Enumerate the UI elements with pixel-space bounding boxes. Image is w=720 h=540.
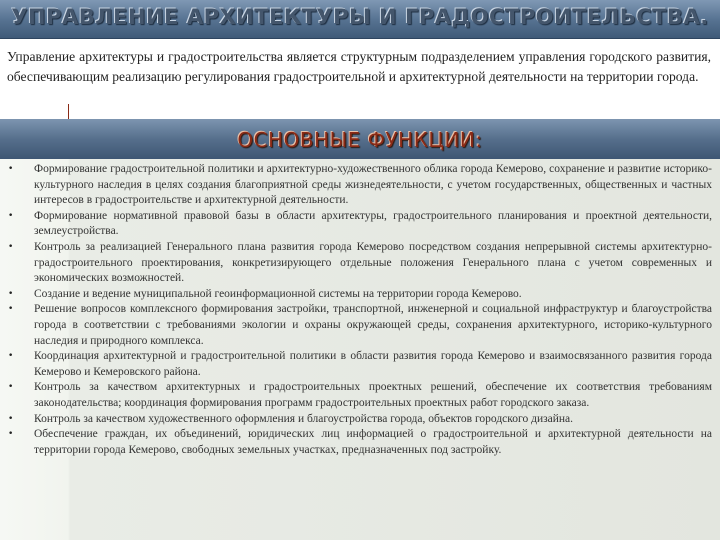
list-item-text: Контроль за качеством художественного оформления и благоустройства города, объектов городского дизайна. xyxy=(34,412,574,425)
bullet-icon: • xyxy=(8,429,14,440)
list-item-text: Формирование градостроительной политики и архитектурно-художественного облика города Кемерово, сохранение и развитие историко-культурного наследия в целях создания благоприятной среды жизнедеятельности, с учетом государственных, общественных и частных интересов в градостроительстве и архитектурной деятельности. xyxy=(34,163,712,207)
list-item xyxy=(8,380,712,411)
bullet-icon: • xyxy=(8,351,14,362)
bullet-icon: • xyxy=(8,241,14,252)
intro-paragraph: Управление архитектуры и градостроительства является структурным подразделением управления городского развития, обеспечивающим реализацию регулирования градостроительной и архитектурной деятельности на территории города. xyxy=(7,49,711,84)
bullet-icon: • xyxy=(8,382,14,393)
list-item xyxy=(8,349,712,380)
functions-list xyxy=(8,162,712,458)
bullet-icon: • xyxy=(8,413,14,424)
list-item-text: Контроль за качеством архитектурных и градостроительных проектных решений, обеспечение их соответствия требованиям законодательства; координация формирования программ градостроительных проектных работ городского заказа. xyxy=(34,381,712,409)
list-item-text: Координация архитектурной и градостроительной политики в области развития города Кемерово и взаимосвязанного развития города Кемерово и Кемеровского района. xyxy=(34,350,712,378)
list-item xyxy=(8,209,712,240)
bullet-icon: • xyxy=(8,288,14,299)
list-item-text: Формирование нормативной правовой базы в области архитектуры, градостроительного планирования и проектной деятельности, землеустройства. xyxy=(34,209,712,238)
list-item-text: Создание и ведение муниципальной геоинформационной системы на территории города Кемерово. xyxy=(34,287,522,300)
list-item xyxy=(8,240,712,287)
list-item-text: Решение вопросов комплексного формирования застройки, транспортной, инженерной и социальной инфраструктур и благоустройства города в соответствии с требованиями экологии и охраны окружающей среды, сохранения архитектурного, историко-культурного наследия и природного комплекса. xyxy=(34,303,712,347)
list-item xyxy=(8,162,712,209)
list-item xyxy=(8,287,712,303)
section-header-bar xyxy=(0,119,720,159)
bullet-icon: • xyxy=(8,304,14,315)
bullet-icon: • xyxy=(8,164,14,174)
list-item xyxy=(8,302,712,349)
list-item-text: Контроль за реализацией Генерального плана развития города Кемерово посредством создания непрерывной системы архитектурно-градостроительного проектирования, конкретизирующего отдельные положения Генерального плана с учетом современных и экономических возможностей. xyxy=(34,240,712,285)
section-title: ОСНОВНЫЕ ФУНКЦИИ: xyxy=(237,128,483,152)
list-item xyxy=(8,412,712,428)
page-title: УПРАВЛЕНИЕ АРХИТЕКТУРЫ И ГРАДОСТРОИТЕЛЬСТВА. xyxy=(11,5,709,29)
bullet-icon: • xyxy=(8,210,14,221)
list-item-text: Обеспечение граждан, их объединений, юридических лиц информацией о градостроительной и архитектурной деятельности на территории города Кемерово, свободных земельных участках, предназначенных под застройку. xyxy=(34,428,712,456)
list-item xyxy=(8,427,712,458)
title-bar xyxy=(0,0,720,39)
